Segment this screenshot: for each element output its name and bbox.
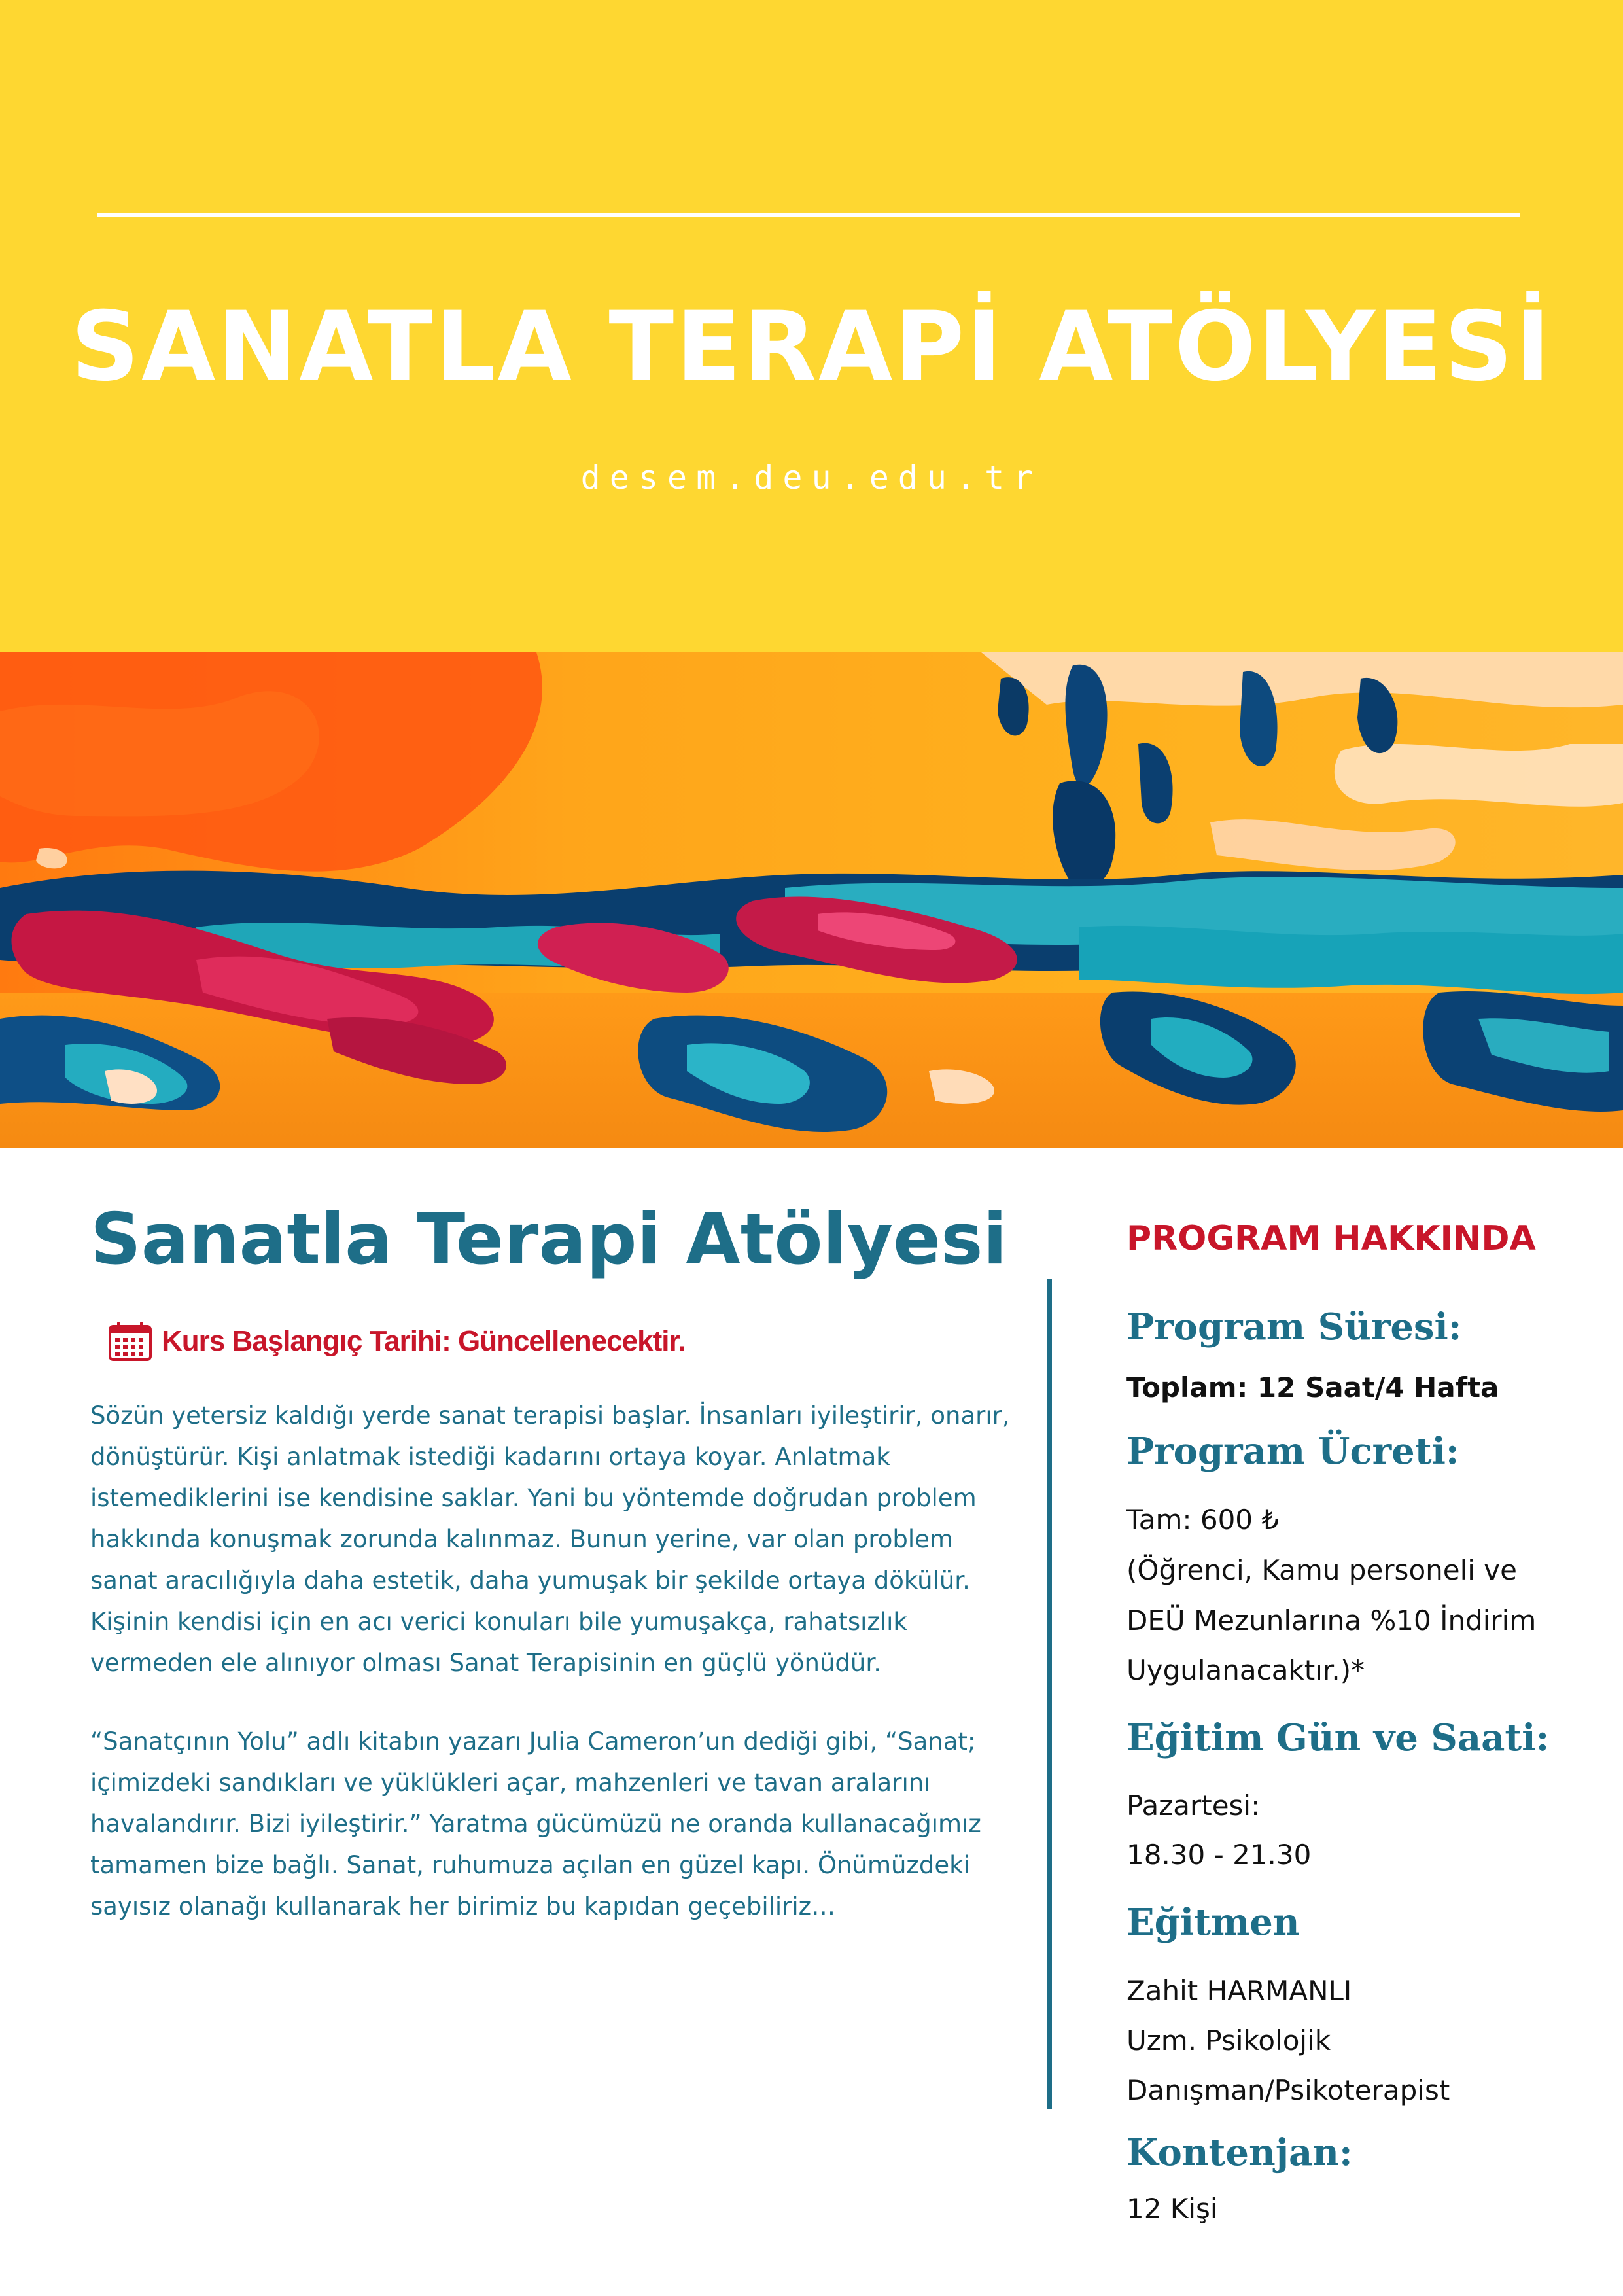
fee-discount-line-1: (Öğrenci, Kamu personeli ve	[1126, 1554, 1517, 1586]
quota-label: Kontenjan:	[1126, 2131, 1353, 2174]
duration-value: Toplam: 12 Saat/4 Hafta	[1126, 1371, 1499, 1404]
header-divider	[97, 213, 1520, 217]
abstract-painting-banner	[0, 652, 1623, 1148]
description-paragraph-1: Sözün yetersiz kaldığı yerde sanat terapisi başlar. İnsanları iyileştirir, onarır, dönüştürür. Kişi anlatmak istediği kadarını ortaya koyar. Anlatmak istemediklerini ise kendisine saklar. Yani bu yöntemde doğrudan problem hakkında konuşmak zorunda kalınmaz. Bunun yerine, var olan problem sanat aracılığıyla daha estetik, daha yumuşak bir şekilde ortaya dökülür. Kişinin kendisi için en acı verici konuları bile yumuşakça, rahatsızlık vermeden ele alınıyor olması Sanat Terapisinin en güçlü yönüdür.	[90, 1402, 1010, 1677]
instructor-title-line-1: Uzm. Psikolojik	[1126, 2024, 1331, 2057]
fee-label: Program Ücreti:	[1126, 1430, 1459, 1473]
quota-value: 12 Kişi	[1126, 2193, 1218, 2225]
section-title: Sanatla Terapi Atölyesi	[90, 1199, 1007, 1280]
schedule-label: Eğitim Gün ve Saati:	[1126, 1716, 1550, 1759]
fee-discount-line-2: DEÜ Mezunlarına %10 İndirim	[1126, 1604, 1537, 1636]
schedule-time: 18.30 - 21.30	[1126, 1839, 1312, 1871]
duration-label: Program Süresi:	[1126, 1305, 1462, 1349]
column-divider	[1047, 1279, 1052, 2109]
instructor-label: Eğitmen	[1126, 1901, 1300, 1944]
calendar-icon	[108, 1321, 152, 1362]
course-start-text: Kurs Başlangıç Tarihi: Güncellenecektir.	[162, 1325, 686, 1357]
schedule-day: Pazartesi:	[1126, 1790, 1261, 1822]
fee-discount-line-3: Uygulanacaktır.)*	[1126, 1654, 1365, 1686]
page-title: SANATLA TERAPİ ATÖLYESİ	[71, 291, 1552, 402]
program-info-heading: PROGRAM HAKKINDA	[1126, 1219, 1536, 1258]
website-url: desem.deu.edu.tr	[580, 459, 1043, 497]
instructor-name: Zahit HARMANLI	[1126, 1975, 1352, 2007]
course-start-date	[108, 1318, 685, 1364]
fee-full: Tam: 600 ₺	[1126, 1504, 1280, 1536]
description-paragraph-2: “Sanatçının Yolu” adlı kitabın yazarı Julia Cameron’un dediği gibi, “Sanat; içimizdeki sandıkları ve yüklükleri açar, mahzenleri ve tavan aralarını havalandırır. Bizi iyileştirir.” Yaratma gücümüzü ne oranda kullanacağımız tamamen bize bağlı. Sanat, ruhumuza açılan en güzel kapı. Önümüzdeki sayısız olanağı kullanarak her birimiz bu kapıdan geçebiliriz…	[90, 1727, 981, 1920]
instructor-title-line-2: Danışman/Psikoterapist	[1126, 2074, 1450, 2106]
